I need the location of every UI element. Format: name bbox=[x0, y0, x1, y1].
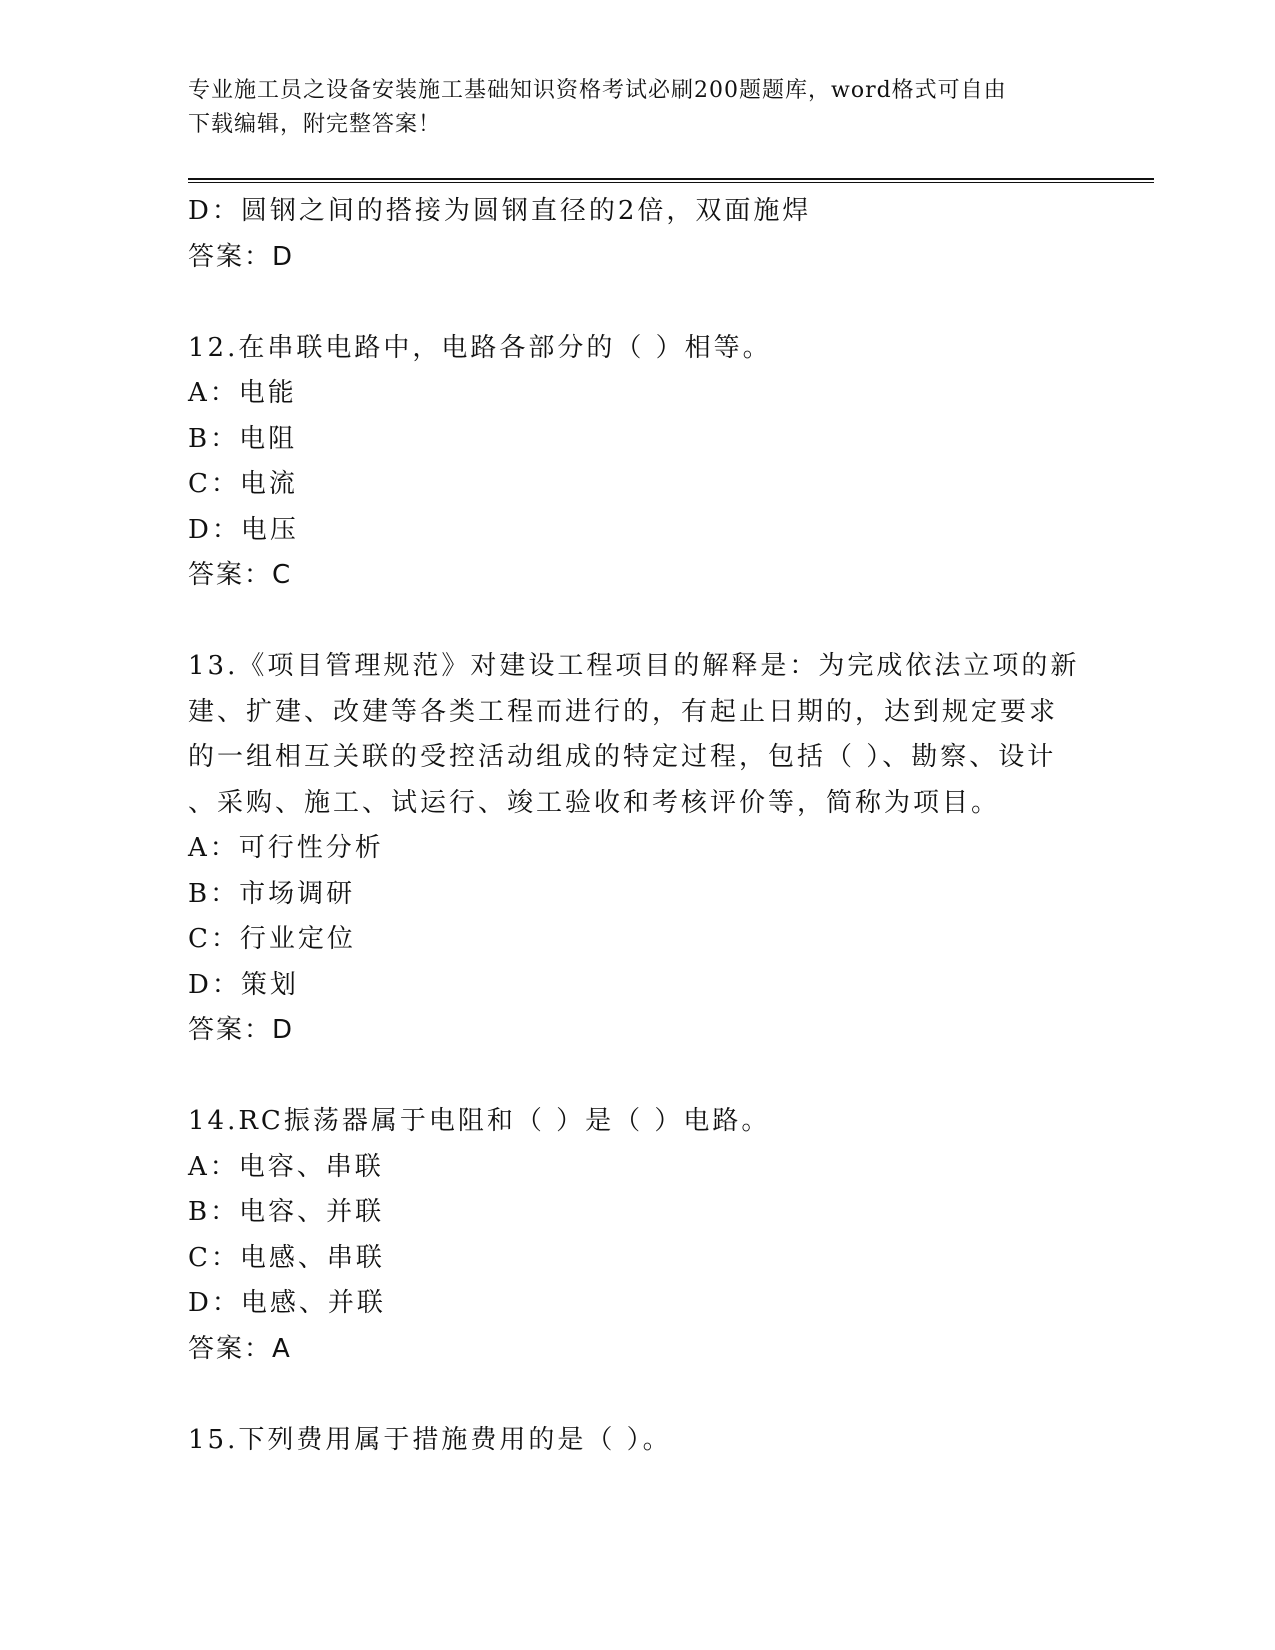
question-stem-line-4: 、采购、施工、试运行、竣工验收和考核评价等，简称为项目。 bbox=[188, 787, 1001, 818]
header-title-line-2: 下载编辑，附完整答案！ bbox=[188, 112, 442, 137]
question-14 bbox=[188, 1099, 1088, 1372]
option-d: D：电压 bbox=[188, 514, 299, 545]
question-spacer bbox=[188, 1372, 1088, 1418]
option-b: B：市场调研 bbox=[188, 878, 356, 909]
question-11-continued bbox=[188, 189, 1088, 280]
question-15 bbox=[188, 1418, 1088, 1464]
answer: 答案：A bbox=[188, 1333, 292, 1364]
question-stem: 15.下列费用属于措施费用的是（ ）。 bbox=[188, 1424, 672, 1455]
option-b: B：电容、并联 bbox=[188, 1197, 385, 1227]
question-stem-line-3: 的一组相互关联的受控活动组成的特定过程，包括（ ）、勘察、设计 bbox=[188, 742, 1057, 772]
option-c: C：电感、串联 bbox=[188, 1242, 385, 1273]
option-a: A：电容、串联 bbox=[188, 1151, 384, 1182]
question-stem-line-2: 建、扩建、改建等各类工程而进行的，有起止日期的，达到规定要求 bbox=[188, 696, 1059, 727]
question-stem: 14.RC振荡器属于电阻和（ ）是（ ）电路。 bbox=[188, 1106, 771, 1136]
question-13 bbox=[188, 644, 1088, 1054]
option-a: A：可行性分析 bbox=[188, 833, 384, 863]
option-a: A：电能 bbox=[188, 378, 297, 408]
option-d: D：策划 bbox=[188, 969, 299, 1000]
answer: 答案：D bbox=[188, 241, 295, 272]
option-d: D：电感、并联 bbox=[188, 1288, 386, 1318]
question-spacer bbox=[188, 599, 1088, 645]
question-list bbox=[188, 189, 1088, 1463]
question-spacer bbox=[188, 280, 1088, 326]
option-c: C：行业定位 bbox=[188, 924, 356, 954]
question-stem-line-1: 13.《项目管理规范》对建设工程项目的解释是：为完成依法立项的新 bbox=[188, 651, 1080, 681]
option-b: B：电阻 bbox=[188, 423, 298, 454]
question-spacer bbox=[188, 1054, 1088, 1100]
question-stem: 12.在串联电路中，电路各部分的（ ）相等。 bbox=[188, 332, 772, 363]
question-12 bbox=[188, 326, 1088, 599]
document-header bbox=[188, 74, 1088, 142]
answer: 答案：C bbox=[188, 560, 293, 590]
option-d: D：圆钢之间的搭接为圆钢直径的2倍，双面施焊 bbox=[188, 196, 812, 226]
option-c: C：电流 bbox=[188, 469, 298, 499]
header-title-line-1: 专业施工员之设备安装施工基础知识资格考试必刷200题题库，word格式可自由 bbox=[188, 78, 1007, 103]
header-divider-thick bbox=[188, 178, 1154, 180]
answer: 答案：D bbox=[188, 1015, 295, 1045]
header-divider-thin bbox=[188, 182, 1154, 183]
